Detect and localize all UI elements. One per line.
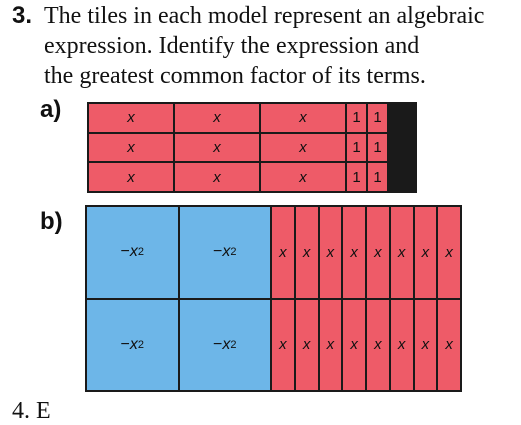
next-question-cutoff: 4. E: [12, 398, 51, 424]
question-number: 3.: [12, 2, 33, 29]
x-tile: x: [261, 163, 345, 191]
x-tile: x: [261, 134, 345, 162]
x-tile: x: [175, 163, 259, 191]
x-tile: x: [320, 300, 342, 391]
x-tile: x: [89, 134, 173, 162]
x-tile: x: [391, 300, 413, 391]
x-tile: x: [343, 207, 365, 298]
unit-tile: 1: [368, 163, 387, 191]
x-tile: x: [438, 300, 460, 391]
x-tile: x: [367, 300, 389, 391]
x-tile: x: [320, 207, 342, 298]
x-tile: x: [367, 207, 389, 298]
question-text-line-1: The tiles in each model represent an algebraic: [44, 3, 485, 29]
part-b-label: b): [40, 208, 63, 235]
question-text-line-3: the greatest common factor of its terms.: [44, 63, 426, 89]
algebra-tile-model-a: [87, 102, 417, 193]
x-tile: x: [89, 163, 173, 191]
x-tile: x: [415, 300, 437, 391]
x-tile: x: [438, 207, 460, 298]
x-tile: x: [272, 300, 294, 391]
negative-x-squared-tile: − x 2: [180, 207, 271, 298]
x-tile: x: [175, 104, 259, 132]
negative-x-squared-tile: − x 2: [87, 207, 178, 298]
x-tile: x: [415, 207, 437, 298]
x-tile: x: [391, 207, 413, 298]
question-text-line-2: expression. Identify the expression and: [44, 33, 420, 59]
x-tile: x: [343, 300, 365, 391]
unit-tile: 1: [347, 163, 366, 191]
unit-tile: 1: [368, 134, 387, 162]
x-tile: x: [261, 104, 345, 132]
negative-x-squared-tile: − x 2: [87, 300, 178, 391]
unit-tile: 1: [368, 104, 387, 132]
x-tile: x: [296, 207, 318, 298]
x-tile: x: [175, 134, 259, 162]
part-a-label: a): [40, 96, 62, 123]
unit-tile: 1: [347, 134, 366, 162]
x-tile: x: [272, 207, 294, 298]
negative-x-squared-tiles: [85, 205, 272, 392]
x-tile: x: [296, 300, 318, 391]
negative-x-squared-tile: − x 2: [180, 300, 271, 391]
x-tiles-model-b: [270, 205, 462, 392]
x-tile: x: [89, 104, 173, 132]
unit-tile: 1: [347, 104, 366, 132]
